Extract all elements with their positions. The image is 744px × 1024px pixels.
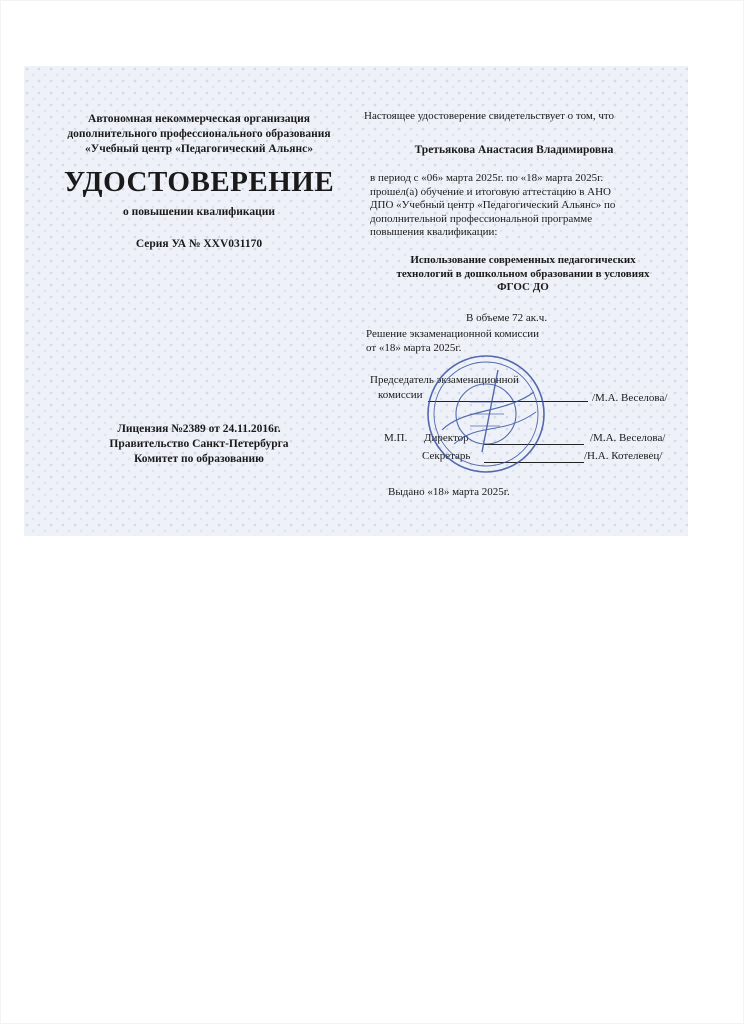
license-line-3: Комитет по образованию bbox=[134, 453, 264, 465]
org-line-3: «Учебный центр «Педагогический Альянс» bbox=[85, 143, 313, 155]
program-line-3: ФГОС ДО bbox=[497, 281, 549, 293]
organization-name bbox=[24, 112, 374, 157]
recipient-name: Третьякова Анастасия Владимировна bbox=[414, 144, 614, 156]
period-line-2: прошел(а) обучение и итоговую аттестацию в АНО bbox=[370, 185, 611, 198]
program-line-1: Использование современных педагогических bbox=[410, 254, 636, 266]
director-label: Директор bbox=[424, 432, 469, 444]
license-info bbox=[24, 422, 374, 467]
certificate-sheet bbox=[24, 66, 688, 536]
organization-stamp-icon bbox=[424, 352, 548, 476]
period-line-3: ДПО «Учебный центр «Педагогический Альянс» по bbox=[370, 199, 616, 211]
license-line-1: Лицензия №2389 от 24.11.2016г. bbox=[117, 423, 281, 435]
chair-name: /М.А. Веселова/ bbox=[592, 392, 668, 404]
director-name: /М.А. Веселова/ bbox=[590, 432, 666, 444]
secretary-name: /Н.А. Котелевец/ bbox=[584, 450, 663, 462]
volume-text: В объеме 72 ак.ч. bbox=[466, 312, 548, 324]
intro-text: Настоящее удостоверение свидетельствует о том, что bbox=[364, 110, 615, 122]
decision-line-1: Решение экзаменационной комиссии bbox=[366, 328, 540, 340]
decision-line-2: от «18» марта 2025г. bbox=[366, 341, 462, 354]
mp-label: М.П. bbox=[384, 432, 408, 444]
org-line-1: Автономная некоммерческая организация bbox=[88, 113, 310, 125]
period-line-1: в период с «06» марта 2025г. по «18» марта 2025г. bbox=[370, 172, 604, 184]
chair-label-1: Председатель экзаменационной bbox=[370, 374, 519, 386]
decision-text bbox=[366, 328, 606, 355]
series-number: Серия УА № XXV031170 bbox=[135, 238, 263, 250]
period-text bbox=[370, 172, 686, 240]
secretary-label: Секретарь bbox=[422, 450, 471, 462]
org-line-2: дополнительного профессионального образования bbox=[67, 128, 331, 140]
chair-label-2: комиссии bbox=[378, 389, 423, 401]
period-line-4: дополнительной профессиональной программе bbox=[370, 212, 593, 225]
period-line-5: повышения квалификации: bbox=[370, 226, 498, 238]
issued-date: Выдано «18» марта 2025г. bbox=[388, 486, 510, 498]
document-subtitle: о повышении квалификации bbox=[123, 206, 275, 218]
license-line-2: Правительство Санкт-Петербурга bbox=[109, 438, 289, 450]
document-title: УДОСТОВЕРЕНИЕ bbox=[63, 166, 335, 198]
program-line-2: технологий в дошкольном образовании в условиях bbox=[396, 267, 650, 280]
program-title bbox=[360, 254, 686, 295]
